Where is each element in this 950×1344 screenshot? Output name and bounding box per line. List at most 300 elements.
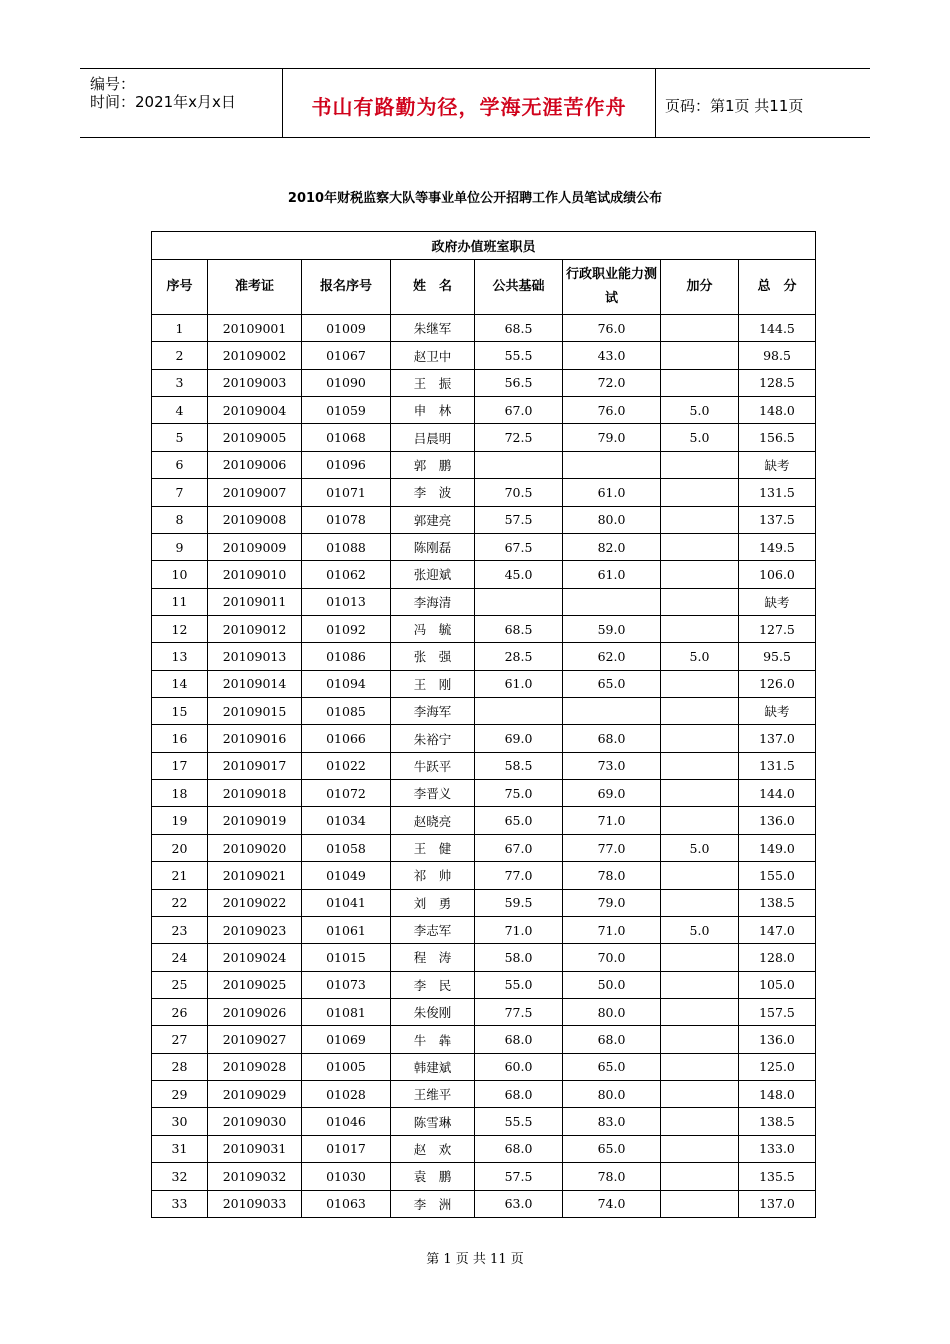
cell-admin-aptitude: 83.0	[563, 1108, 661, 1135]
cell-admin-aptitude: 65.0	[563, 670, 661, 697]
cell-ticket: 20109029	[208, 1081, 302, 1108]
table-row	[152, 1081, 816, 1108]
cell-public-basics: 68.5	[475, 615, 563, 642]
cell-seq: 6	[152, 451, 208, 478]
cell-seq: 29	[152, 1081, 208, 1108]
cell-total: 98.5	[739, 342, 816, 369]
cell-bonus: 5.0	[661, 397, 739, 424]
cell-total: 138.5	[739, 889, 816, 916]
cell-ticket: 20109033	[208, 1190, 302, 1217]
cell-public-basics: 58.0	[475, 944, 563, 971]
cell-seq: 30	[152, 1108, 208, 1135]
cell-reg-no: 01088	[302, 533, 391, 560]
cell-ticket: 20109004	[208, 397, 302, 424]
cell-reg-no: 01078	[302, 506, 391, 533]
table-row	[152, 643, 816, 670]
cell-public-basics: 68.5	[475, 315, 563, 342]
document-header	[80, 68, 870, 138]
cell-reg-no: 01068	[302, 424, 391, 451]
cell-bonus	[661, 971, 739, 998]
cell-admin-aptitude: 43.0	[563, 342, 661, 369]
table-row	[152, 533, 816, 560]
cell-seq: 7	[152, 479, 208, 506]
table-row	[152, 506, 816, 533]
cell-reg-no: 01063	[302, 1190, 391, 1217]
table-row	[152, 944, 816, 971]
cell-name: 程 涛	[391, 944, 475, 971]
header-public-basics: 公共基础	[475, 260, 563, 315]
table-row	[152, 780, 816, 807]
table-row	[152, 971, 816, 998]
cell-name: 朱俊刚	[391, 998, 475, 1025]
table-header-row	[152, 260, 816, 315]
cell-admin-aptitude: 71.0	[563, 807, 661, 834]
cell-public-basics: 60.0	[475, 1053, 563, 1080]
cell-total: 144.5	[739, 315, 816, 342]
cell-reg-no: 01085	[302, 698, 391, 725]
cell-public-basics: 28.5	[475, 643, 563, 670]
cell-name: 韩建斌	[391, 1053, 475, 1080]
cell-seq: 20	[152, 834, 208, 861]
cell-public-basics	[475, 588, 563, 615]
table-row	[152, 916, 816, 943]
cell-name: 郭 鹏	[391, 451, 475, 478]
cell-ticket: 20109013	[208, 643, 302, 670]
cell-ticket: 20109028	[208, 1053, 302, 1080]
cell-reg-no: 01013	[302, 588, 391, 615]
cell-bonus	[661, 998, 739, 1025]
cell-admin-aptitude: 69.0	[563, 780, 661, 807]
cell-ticket: 20109025	[208, 971, 302, 998]
cell-public-basics: 61.0	[475, 670, 563, 697]
cell-bonus	[661, 1053, 739, 1080]
cell-public-basics: 68.0	[475, 1081, 563, 1108]
cell-reg-no: 01005	[302, 1053, 391, 1080]
cell-reg-no: 01092	[302, 615, 391, 642]
cell-ticket: 20109023	[208, 916, 302, 943]
cell-total: 137.0	[739, 1190, 816, 1217]
cell-reg-no: 01009	[302, 315, 391, 342]
cell-public-basics: 77.0	[475, 862, 563, 889]
cell-ticket: 20109010	[208, 561, 302, 588]
cell-bonus	[661, 479, 739, 506]
cell-total: 137.5	[739, 506, 816, 533]
cell-ticket: 20109011	[208, 588, 302, 615]
document-time-label: 时间：2021年x月x日	[90, 93, 236, 111]
cell-seq: 18	[152, 780, 208, 807]
cell-name: 赵卫中	[391, 342, 475, 369]
cell-bonus	[661, 451, 739, 478]
cell-seq: 25	[152, 971, 208, 998]
cell-ticket: 20109006	[208, 451, 302, 478]
cell-name: 王 振	[391, 369, 475, 396]
cell-total: 106.0	[739, 561, 816, 588]
header-ticket: 准考证	[208, 260, 302, 315]
cell-admin-aptitude: 74.0	[563, 1190, 661, 1217]
cell-ticket: 20109026	[208, 998, 302, 1025]
cell-admin-aptitude	[563, 451, 661, 478]
cell-name: 李 洲	[391, 1190, 475, 1217]
cell-reg-no: 01034	[302, 807, 391, 834]
cell-ticket: 20109024	[208, 944, 302, 971]
table-row	[152, 615, 816, 642]
cell-total: 157.5	[739, 998, 816, 1025]
cell-bonus	[661, 670, 739, 697]
cell-name: 陈刚磊	[391, 533, 475, 560]
table-row	[152, 889, 816, 916]
table-row	[152, 725, 816, 752]
cell-seq: 8	[152, 506, 208, 533]
table-row	[152, 451, 816, 478]
cell-seq: 9	[152, 533, 208, 560]
cell-total: 127.5	[739, 615, 816, 642]
cell-name: 刘 勇	[391, 889, 475, 916]
table-row	[152, 698, 816, 725]
cell-name: 祁 帅	[391, 862, 475, 889]
cell-total: 148.0	[739, 397, 816, 424]
cell-reg-no: 01073	[302, 971, 391, 998]
cell-reg-no: 01030	[302, 1163, 391, 1190]
cell-ticket: 20109002	[208, 342, 302, 369]
cell-admin-aptitude: 82.0	[563, 533, 661, 560]
cell-total: 128.0	[739, 944, 816, 971]
cell-public-basics: 63.0	[475, 1190, 563, 1217]
cell-reg-no: 01059	[302, 397, 391, 424]
table-row	[152, 1026, 816, 1053]
header-meta-cell	[80, 69, 282, 137]
cell-admin-aptitude: 76.0	[563, 397, 661, 424]
cell-reg-no: 01072	[302, 780, 391, 807]
cell-name: 朱裕宁	[391, 725, 475, 752]
cell-total: 缺考	[739, 588, 816, 615]
header-motto: 书山有路勤为径，学海无涯苦作舟	[311, 95, 627, 119]
header-reg-no: 报名序号	[302, 260, 391, 315]
header-page-cell	[655, 69, 870, 137]
cell-public-basics: 67.0	[475, 397, 563, 424]
cell-seq: 24	[152, 944, 208, 971]
table-row	[152, 342, 816, 369]
header-seq: 序号	[152, 260, 208, 315]
cell-reg-no: 01066	[302, 725, 391, 752]
cell-seq: 23	[152, 916, 208, 943]
cell-seq: 27	[152, 1026, 208, 1053]
cell-seq: 2	[152, 342, 208, 369]
cell-seq: 31	[152, 1135, 208, 1162]
cell-reg-no: 01067	[302, 342, 391, 369]
cell-name: 赵 欢	[391, 1135, 475, 1162]
cell-seq: 22	[152, 889, 208, 916]
cell-bonus	[661, 752, 739, 779]
cell-total: 156.5	[739, 424, 816, 451]
cell-admin-aptitude: 72.0	[563, 369, 661, 396]
cell-ticket: 20109021	[208, 862, 302, 889]
table-row	[152, 834, 816, 861]
cell-total: 138.5	[739, 1108, 816, 1135]
cell-public-basics: 67.5	[475, 533, 563, 560]
cell-name: 李晋义	[391, 780, 475, 807]
cell-bonus	[661, 807, 739, 834]
cell-reg-no: 01049	[302, 862, 391, 889]
cell-ticket: 20109031	[208, 1135, 302, 1162]
cell-admin-aptitude: 71.0	[563, 916, 661, 943]
cell-public-basics: 59.5	[475, 889, 563, 916]
cell-admin-aptitude: 78.0	[563, 862, 661, 889]
cell-admin-aptitude: 77.0	[563, 834, 661, 861]
cell-name: 李 民	[391, 971, 475, 998]
cell-ticket: 20109005	[208, 424, 302, 451]
cell-ticket: 20109015	[208, 698, 302, 725]
table-caption: 政府办值班室职员	[152, 232, 816, 260]
cell-reg-no: 01028	[302, 1081, 391, 1108]
cell-ticket: 20109032	[208, 1163, 302, 1190]
cell-total: 125.0	[739, 1053, 816, 1080]
cell-public-basics: 72.5	[475, 424, 563, 451]
cell-public-basics: 58.5	[475, 752, 563, 779]
cell-total: 133.0	[739, 1135, 816, 1162]
table-row	[152, 807, 816, 834]
cell-admin-aptitude: 50.0	[563, 971, 661, 998]
table-row	[152, 670, 816, 697]
cell-total: 136.0	[739, 1026, 816, 1053]
cell-public-basics: 56.5	[475, 369, 563, 396]
cell-admin-aptitude: 80.0	[563, 998, 661, 1025]
cell-total: 149.0	[739, 834, 816, 861]
cell-admin-aptitude: 68.0	[563, 1026, 661, 1053]
cell-name: 陈雪琳	[391, 1108, 475, 1135]
header-bonus: 加分	[661, 260, 739, 315]
cell-reg-no: 01062	[302, 561, 391, 588]
cell-bonus	[661, 862, 739, 889]
table-row	[152, 479, 816, 506]
cell-reg-no: 01071	[302, 479, 391, 506]
cell-bonus	[661, 1135, 739, 1162]
cell-name: 张 强	[391, 643, 475, 670]
cell-name: 吕晨明	[391, 424, 475, 451]
cell-name: 牛跃平	[391, 752, 475, 779]
cell-seq: 11	[152, 588, 208, 615]
cell-reg-no: 01090	[302, 369, 391, 396]
cell-bonus	[661, 1081, 739, 1108]
cell-admin-aptitude: 62.0	[563, 643, 661, 670]
cell-ticket: 20109018	[208, 780, 302, 807]
cell-bonus	[661, 506, 739, 533]
header-admin-aptitude: 行政职业能力测试	[563, 260, 661, 315]
cell-name: 赵晓亮	[391, 807, 475, 834]
cell-admin-aptitude: 61.0	[563, 561, 661, 588]
cell-ticket: 20109017	[208, 752, 302, 779]
cell-name: 朱继军	[391, 315, 475, 342]
cell-reg-no: 01015	[302, 944, 391, 971]
table-row	[152, 1190, 816, 1217]
cell-total: 131.5	[739, 752, 816, 779]
cell-reg-no: 01061	[302, 916, 391, 943]
cell-seq: 10	[152, 561, 208, 588]
cell-ticket: 20109009	[208, 533, 302, 560]
cell-seq: 28	[152, 1053, 208, 1080]
cell-admin-aptitude	[563, 588, 661, 615]
table-row	[152, 1135, 816, 1162]
cell-seq: 26	[152, 998, 208, 1025]
cell-public-basics: 45.0	[475, 561, 563, 588]
cell-total: 135.5	[739, 1163, 816, 1190]
cell-ticket: 20109008	[208, 506, 302, 533]
cell-bonus	[661, 1108, 739, 1135]
cell-public-basics	[475, 698, 563, 725]
cell-bonus	[661, 1190, 739, 1217]
cell-name: 王维平	[391, 1081, 475, 1108]
cell-total: 144.0	[739, 780, 816, 807]
cell-reg-no: 01022	[302, 752, 391, 779]
cell-public-basics: 57.5	[475, 1163, 563, 1190]
cell-name: 张迎斌	[391, 561, 475, 588]
cell-admin-aptitude: 61.0	[563, 479, 661, 506]
cell-public-basics: 75.0	[475, 780, 563, 807]
cell-admin-aptitude: 80.0	[563, 506, 661, 533]
cell-admin-aptitude: 79.0	[563, 889, 661, 916]
cell-seq: 1	[152, 315, 208, 342]
header-page-label: 页码：第1页 共11页	[665, 97, 804, 115]
cell-public-basics: 71.0	[475, 916, 563, 943]
cell-public-basics: 65.0	[475, 807, 563, 834]
cell-public-basics: 67.0	[475, 834, 563, 861]
cell-name: 冯 毓	[391, 615, 475, 642]
cell-admin-aptitude: 70.0	[563, 944, 661, 971]
cell-bonus	[661, 588, 739, 615]
table-row	[152, 1053, 816, 1080]
table-row	[152, 315, 816, 342]
table-row	[152, 397, 816, 424]
cell-bonus	[661, 615, 739, 642]
table-row	[152, 561, 816, 588]
cell-ticket: 20109020	[208, 834, 302, 861]
cell-admin-aptitude	[563, 698, 661, 725]
cell-bonus	[661, 342, 739, 369]
cell-name: 牛 犇	[391, 1026, 475, 1053]
cell-ticket: 20109030	[208, 1108, 302, 1135]
table-row	[152, 588, 816, 615]
cell-ticket: 20109019	[208, 807, 302, 834]
cell-public-basics: 55.5	[475, 342, 563, 369]
cell-name: 申 林	[391, 397, 475, 424]
cell-reg-no: 01041	[302, 889, 391, 916]
cell-total: 136.0	[739, 807, 816, 834]
header-total: 总 分	[739, 260, 816, 315]
cell-total: 95.5	[739, 643, 816, 670]
cell-seq: 14	[152, 670, 208, 697]
cell-admin-aptitude: 80.0	[563, 1081, 661, 1108]
table-row	[152, 369, 816, 396]
cell-bonus	[661, 725, 739, 752]
header-motto-cell	[282, 69, 656, 137]
score-table	[151, 231, 816, 1218]
cell-bonus	[661, 1026, 739, 1053]
cell-ticket: 20109012	[208, 615, 302, 642]
cell-bonus	[661, 944, 739, 971]
cell-reg-no: 01017	[302, 1135, 391, 1162]
table-row	[152, 752, 816, 779]
cell-bonus: 5.0	[661, 834, 739, 861]
cell-ticket: 20109014	[208, 670, 302, 697]
document-title: 2010年财税监察大队等事业单位公开招聘工作人员笔试成绩公布	[287, 191, 663, 206]
cell-seq: 4	[152, 397, 208, 424]
cell-public-basics: 57.5	[475, 506, 563, 533]
cell-public-basics: 68.0	[475, 1026, 563, 1053]
cell-reg-no: 01096	[302, 451, 391, 478]
cell-seq: 12	[152, 615, 208, 642]
cell-reg-no: 01086	[302, 643, 391, 670]
document-number-label: 编号：	[90, 75, 136, 93]
cell-bonus	[661, 369, 739, 396]
cell-seq: 21	[152, 862, 208, 889]
cell-name: 王 刚	[391, 670, 475, 697]
cell-bonus	[661, 561, 739, 588]
cell-total: 149.5	[739, 533, 816, 560]
cell-admin-aptitude: 65.0	[563, 1135, 661, 1162]
cell-ticket: 20109016	[208, 725, 302, 752]
cell-bonus	[661, 698, 739, 725]
cell-total: 126.0	[739, 670, 816, 697]
table-row	[152, 1163, 816, 1190]
cell-bonus: 5.0	[661, 916, 739, 943]
table-row	[152, 862, 816, 889]
cell-reg-no: 01094	[302, 670, 391, 697]
cell-ticket: 20109007	[208, 479, 302, 506]
cell-admin-aptitude: 68.0	[563, 725, 661, 752]
table-row	[152, 1108, 816, 1135]
cell-seq: 13	[152, 643, 208, 670]
cell-public-basics: 68.0	[475, 1135, 563, 1162]
cell-seq: 17	[152, 752, 208, 779]
page-footer: 第 1 页 共 11 页	[426, 1252, 524, 1267]
cell-bonus	[661, 889, 739, 916]
cell-bonus	[661, 780, 739, 807]
cell-ticket: 20109027	[208, 1026, 302, 1053]
cell-bonus: 5.0	[661, 643, 739, 670]
cell-total: 105.0	[739, 971, 816, 998]
cell-name: 李 波	[391, 479, 475, 506]
table-row	[152, 424, 816, 451]
cell-total: 137.0	[739, 725, 816, 752]
cell-total: 148.0	[739, 1081, 816, 1108]
cell-bonus	[661, 533, 739, 560]
cell-admin-aptitude: 78.0	[563, 1163, 661, 1190]
table-row	[152, 998, 816, 1025]
cell-admin-aptitude: 79.0	[563, 424, 661, 451]
cell-name: 王 健	[391, 834, 475, 861]
cell-public-basics	[475, 451, 563, 478]
cell-seq: 32	[152, 1163, 208, 1190]
cell-public-basics: 77.5	[475, 998, 563, 1025]
cell-public-basics: 69.0	[475, 725, 563, 752]
cell-total: 147.0	[739, 916, 816, 943]
cell-total: 缺考	[739, 698, 816, 725]
cell-admin-aptitude: 65.0	[563, 1053, 661, 1080]
cell-reg-no: 01069	[302, 1026, 391, 1053]
cell-name: 郭建亮	[391, 506, 475, 533]
cell-admin-aptitude: 73.0	[563, 752, 661, 779]
cell-admin-aptitude: 59.0	[563, 615, 661, 642]
cell-reg-no: 01046	[302, 1108, 391, 1135]
cell-seq: 16	[152, 725, 208, 752]
cell-reg-no: 01081	[302, 998, 391, 1025]
cell-seq: 3	[152, 369, 208, 396]
cell-seq: 19	[152, 807, 208, 834]
cell-bonus: 5.0	[661, 424, 739, 451]
cell-public-basics: 70.5	[475, 479, 563, 506]
cell-ticket: 20109022	[208, 889, 302, 916]
cell-public-basics: 55.0	[475, 971, 563, 998]
cell-total: 155.0	[739, 862, 816, 889]
